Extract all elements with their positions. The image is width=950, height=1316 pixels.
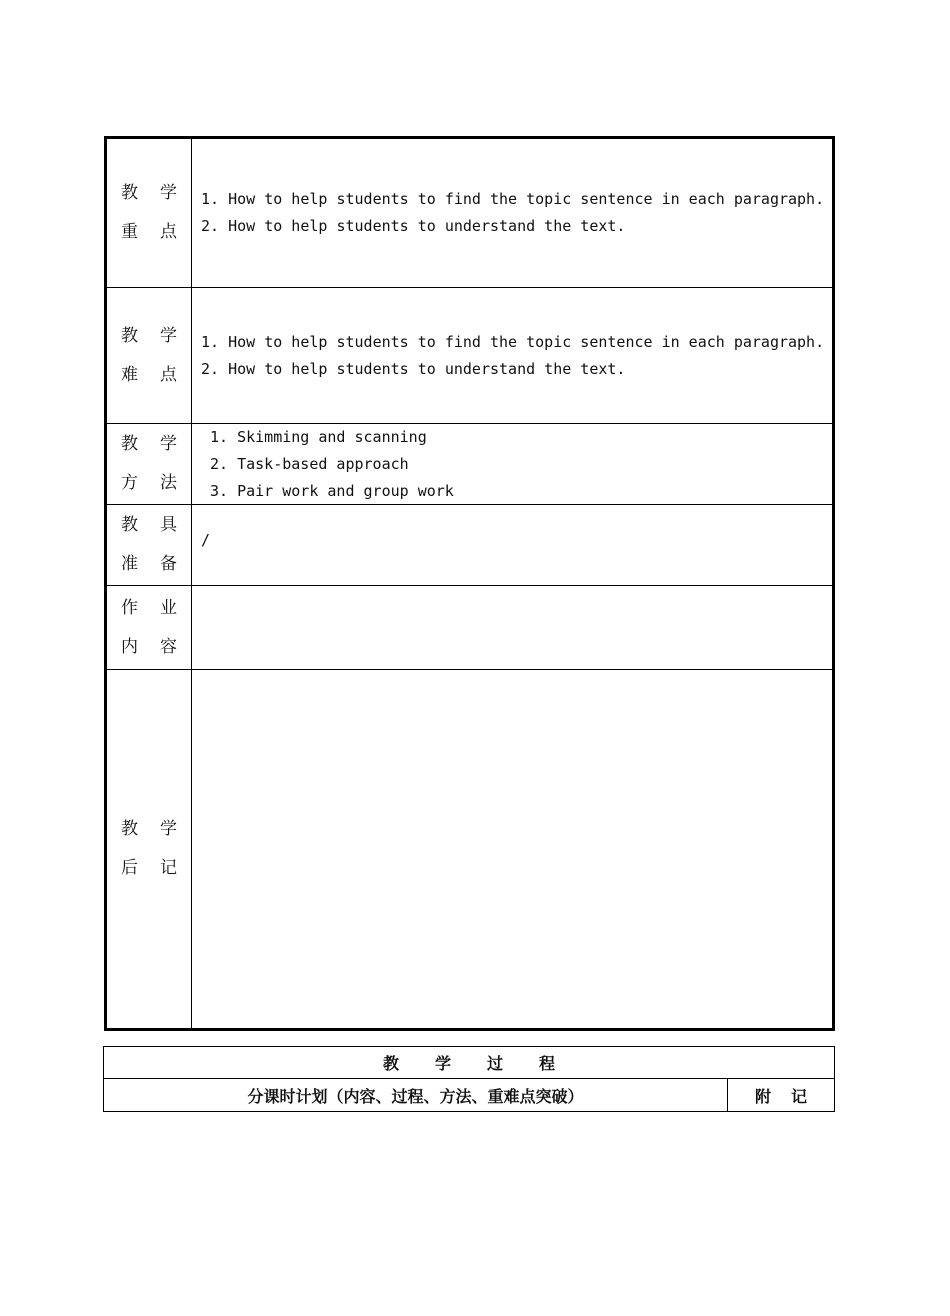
label-line: 教学 [121,819,199,839]
label-teaching-focus [107,139,199,287]
label-teaching-aids [107,505,199,585]
list-item: / [201,531,211,549]
label-line: 教具 [121,515,199,535]
label-teaching-difficulty [107,288,199,423]
list-item: 1. How to help students to find the topic sentence in each paragraph. [201,332,825,351]
content-homework[interactable] [192,586,832,669]
label-teaching-reflection [107,670,199,1028]
row-teaching-method [107,424,832,505]
list-item: 2. How to help students to understand the text. [201,359,626,378]
content-teaching-focus [192,139,832,287]
label-line: 后记 [121,858,199,878]
label-teaching-method [107,424,199,504]
teaching-process-table [103,1046,835,1112]
label-homework [107,586,199,669]
label-line: 教学 [121,434,199,454]
plan-header: 分课时计划（内容、过程、方法、重难点突破） [104,1079,728,1111]
list-item: 1. Skimming and scanning [210,427,427,446]
notes-header: 附记 [754,1086,827,1106]
label-line: 内容 [121,636,199,657]
row-teaching-reflection [107,670,832,1028]
label-line: 教学 [121,183,199,203]
label-line: 方法 [121,473,199,493]
content-teaching-method [192,424,832,504]
label-line: 重点 [121,222,199,242]
lesson-plan-table [104,136,835,1031]
list-item: 2. Task-based approach [210,454,409,473]
list-item: 3. Pair work and group work [210,481,454,500]
list-item: 1. How to help students to find the topic sentence in each paragraph. [201,190,825,208]
row-teaching-focus [107,139,832,288]
row-teaching-difficulty [107,288,832,424]
label-line: 教学 [121,325,199,346]
list-item: 2. How to help students to understand the text. [201,217,626,235]
process-title: 教学过程 [104,1047,834,1079]
content-teaching-difficulty [192,288,832,423]
label-line: 准备 [121,554,199,574]
content-teaching-aids [192,505,832,585]
content-teaching-reflection[interactable] [192,670,832,1028]
label-line: 作业 [121,597,199,618]
label-line: 难点 [121,364,199,385]
row-teaching-aids [107,505,832,586]
row-homework [107,586,832,670]
